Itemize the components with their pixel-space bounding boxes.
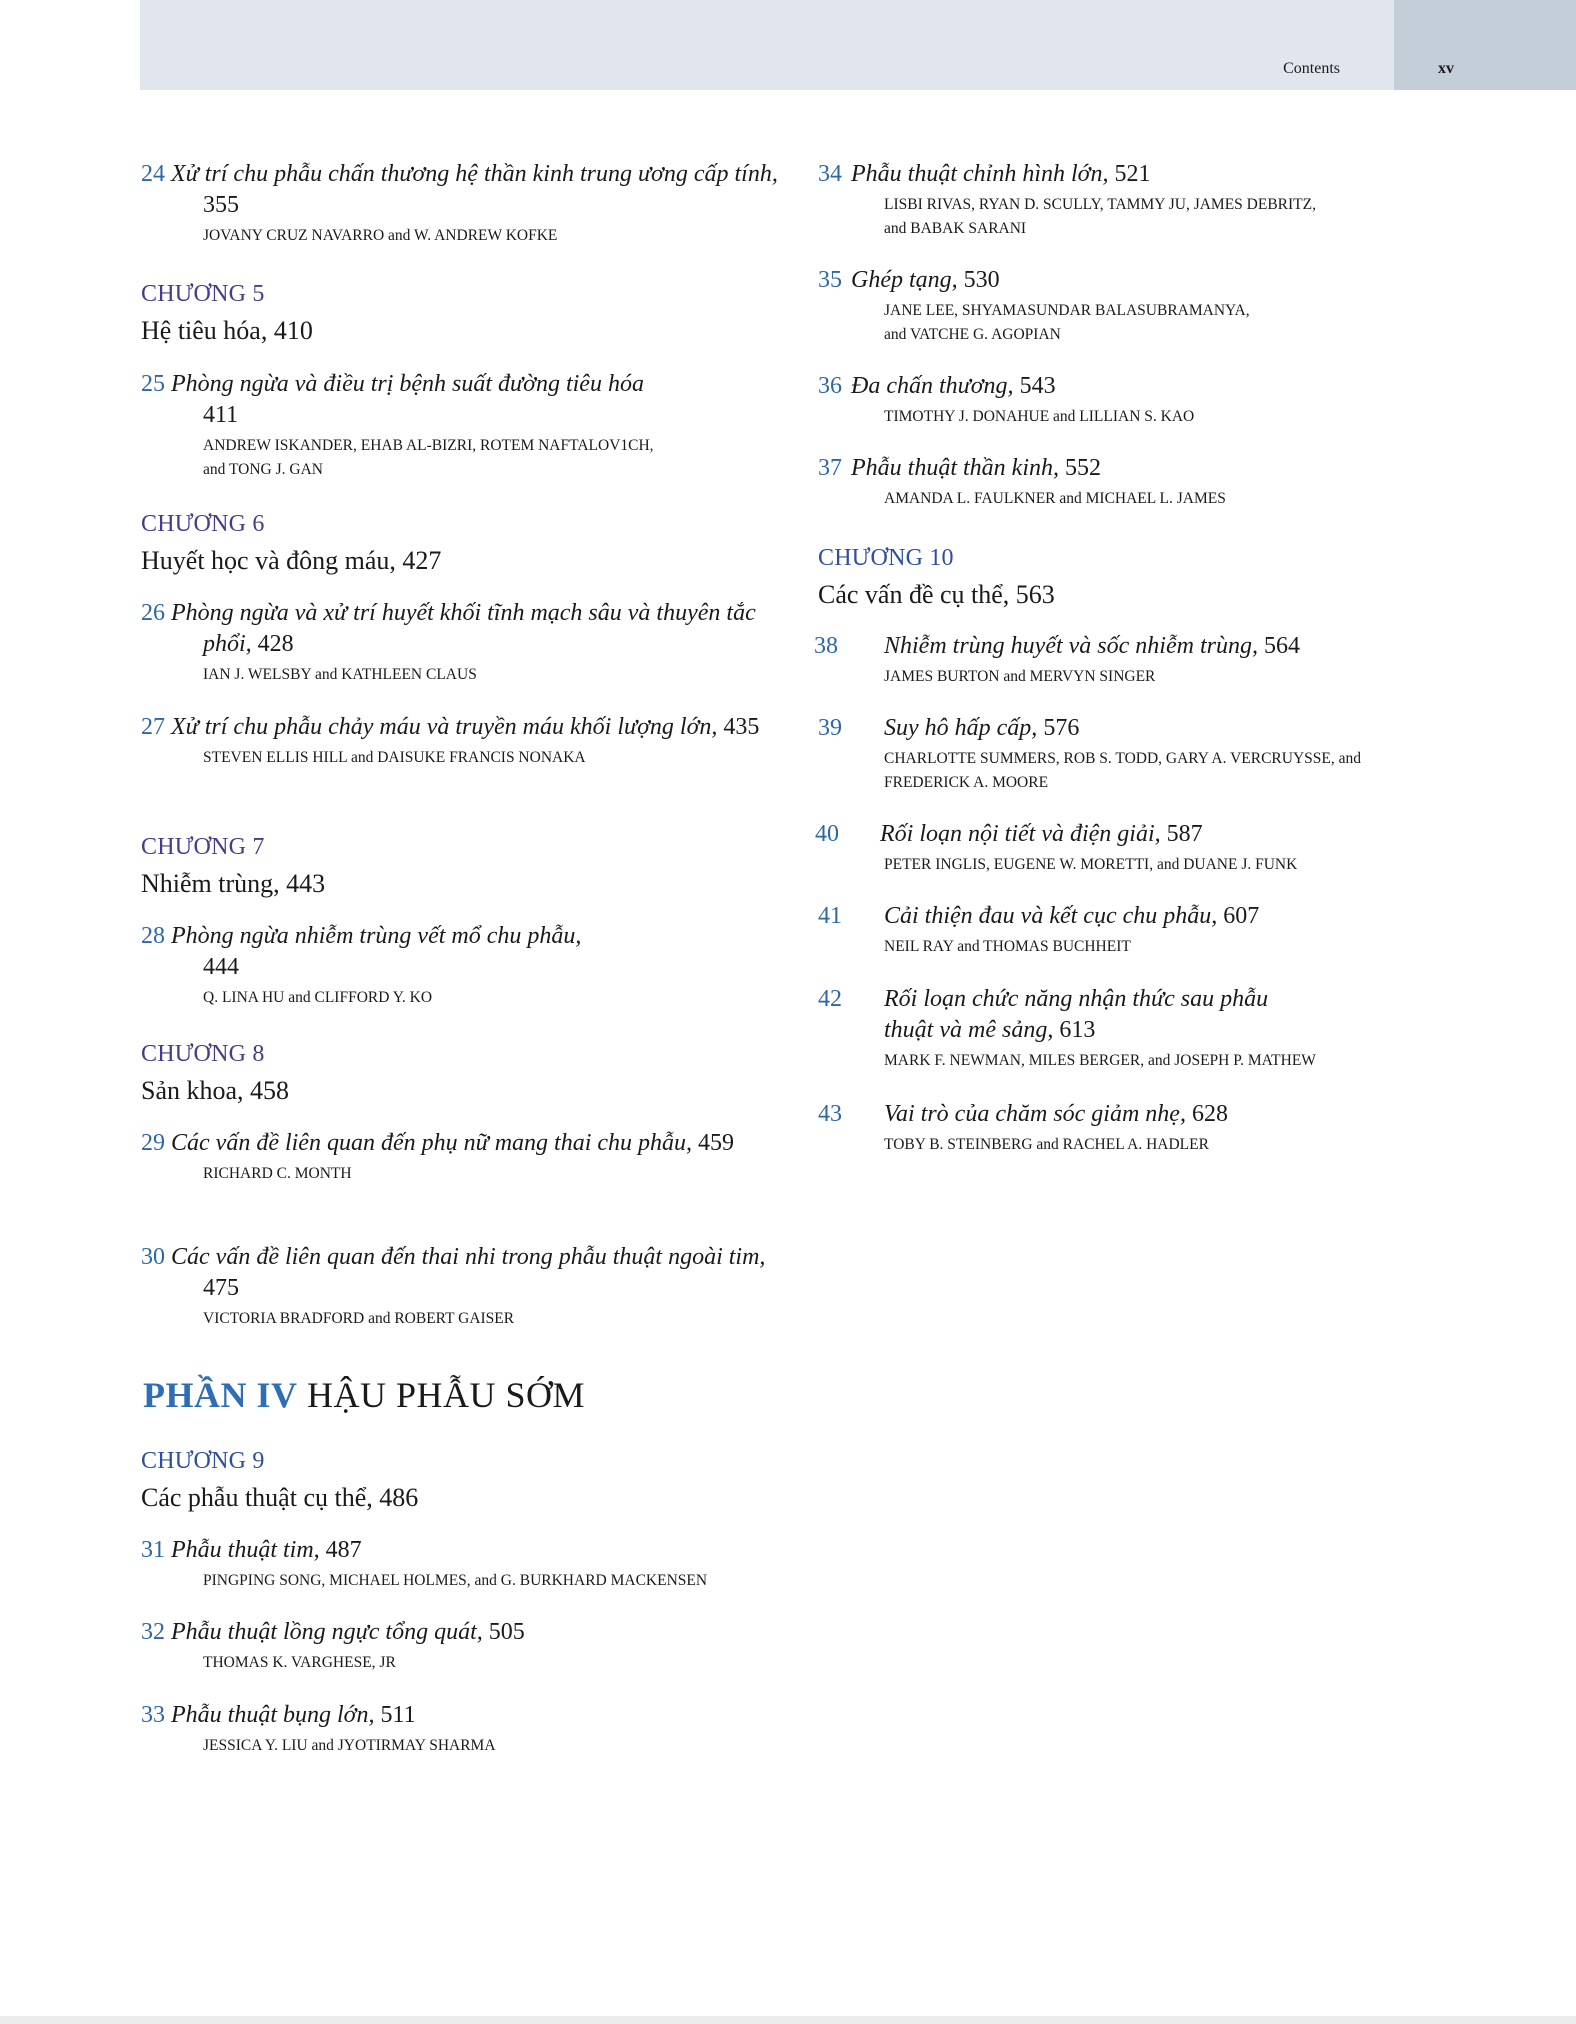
entry-title xyxy=(141,1535,781,1566)
entry-page: 487 xyxy=(319,1537,362,1563)
entry-title xyxy=(141,1128,781,1159)
entry-title xyxy=(851,453,1438,484)
entry-authors: AMANDA L. FAULKNER and MICHAEL L. JAMES xyxy=(884,490,1226,507)
chapter-title-10[interactable]: Các vấn đề cụ thể, 563 xyxy=(818,580,1055,609)
entry-page: 530 xyxy=(957,267,1000,293)
toc-entry-38[interactable] xyxy=(814,631,1438,689)
entry-authors-line-1: JANE LEE, SHYAMASUNDAR BALASUBRAMANYA, xyxy=(884,302,1250,319)
entry-authors: IAN J. WELSBY and KATHLEEN CLAUS xyxy=(203,666,477,683)
entry-authors: JAMES BURTON and MERVYN SINGER xyxy=(884,668,1156,685)
entry-authors-line-1: LISBI RIVAS, RYAN D. SCULLY, TAMMY JU, JAMES DEBRITZ, xyxy=(884,196,1316,213)
entry-title xyxy=(141,1617,781,1648)
toc-entry-31[interactable] xyxy=(141,1535,781,1593)
entry-title-text: Rối loạn nội tiết và điện giải, xyxy=(880,821,1161,847)
entry-authors: PINGPING SONG, MICHAEL HOLMES, and G. BURKHARD MACKENSEN xyxy=(203,1572,708,1589)
entry-page: 613 xyxy=(1053,1017,1096,1043)
toc-entry-43[interactable] xyxy=(818,1099,1438,1157)
entry-authors: Q. LINA HU and CLIFFORD Y. KO xyxy=(203,989,433,1006)
entry-authors: THOMAS K. VARGHESE, JR xyxy=(203,1654,396,1671)
entry-number: 40 xyxy=(815,821,839,847)
entry-page: 435 xyxy=(717,714,760,740)
entry-title xyxy=(851,265,1438,296)
chapter-label-9: CHƯƠNG 9 xyxy=(141,1448,265,1474)
entry-title xyxy=(141,369,781,431)
toc-entry-25[interactable] xyxy=(141,369,781,482)
entry-title xyxy=(884,901,1438,932)
entry-page: 587 xyxy=(1160,821,1203,847)
entry-page: 576 xyxy=(1037,715,1080,741)
entry-authors: JOVANY CRUZ NAVARRO and W. ANDREW KOFKE xyxy=(203,227,558,244)
entry-title-text: Phẫu thuật tim, xyxy=(171,1537,320,1563)
entry-number: 35 xyxy=(818,267,842,293)
entry-title xyxy=(880,819,1438,850)
entry-page: 543 xyxy=(1013,373,1056,399)
entry-title-text: Phẫu thuật chỉnh hình lớn, xyxy=(851,161,1109,187)
entry-title-text: Ghép tạng, xyxy=(851,267,958,293)
entry-title-text: Xử trí chu phẫu chảy máu và truyền máu khối lượng lớn, xyxy=(171,714,718,740)
entry-authors xyxy=(884,193,1438,241)
entry-title-text: Phòng ngừa và điều trị bệnh suất đường tiêu hóa xyxy=(171,371,644,397)
toc-entry-40[interactable] xyxy=(815,819,1438,877)
chapter-title-8[interactable]: Sản khoa, 458 xyxy=(141,1076,290,1105)
entry-authors: TOBY B. STEINBERG and RACHEL A. HADLER xyxy=(884,1136,1209,1153)
entry-page: 505 xyxy=(482,1619,525,1645)
entry-title-text: Suy hô hấp cấp, xyxy=(884,715,1038,741)
entry-title xyxy=(141,598,781,660)
entry-page: 444 xyxy=(203,954,239,980)
chapter-title-5[interactable]: Hệ tiêu hóa, 410 xyxy=(141,316,313,345)
entry-number: 32 xyxy=(141,1619,165,1645)
entry-title xyxy=(141,159,781,221)
toc-entry-39[interactable] xyxy=(818,713,1438,795)
toc-entry-37[interactable] xyxy=(818,453,1438,511)
entry-authors: RICHARD C. MONTH xyxy=(203,1165,352,1182)
entry-authors-line-2: FREDERICK A. MOORE xyxy=(884,774,1049,791)
entry-authors-line-1: CHARLOTTE SUMMERS, ROB S. TODD, GARY A. VERCRUYSSE, and xyxy=(884,750,1361,767)
entry-number: 34 xyxy=(818,161,842,187)
entry-page: 459 xyxy=(692,1130,735,1156)
entry-page: 355 xyxy=(203,192,239,218)
entry-authors-line-2: and TONG J. GAN xyxy=(203,461,323,478)
entry-authors xyxy=(141,434,781,482)
entry-number: 27 xyxy=(141,714,165,740)
entry-authors xyxy=(884,299,1438,347)
toc-entry-24[interactable] xyxy=(141,159,781,248)
entry-title-text: Phẫu thuật lồng ngực tổng quát, xyxy=(171,1619,483,1645)
toc-entry-26[interactable] xyxy=(141,598,781,687)
toc-entry-30[interactable] xyxy=(141,1242,781,1331)
toc-entry-29[interactable] xyxy=(141,1128,781,1186)
chapter-title-7[interactable]: Nhiễm trùng, 443 xyxy=(141,869,326,898)
entry-title xyxy=(851,159,1438,190)
chapter-title-9[interactable]: Các phẫu thuật cụ thể, 486 xyxy=(141,1483,419,1512)
entry-title xyxy=(141,1700,781,1731)
entry-authors: MARK F. NEWMAN, MILES BERGER, and JOSEPH P. MATHEW xyxy=(884,1052,1316,1069)
entry-title xyxy=(884,713,1438,744)
entry-authors: VICTORIA BRADFORD and ROBERT GAISER xyxy=(203,1310,515,1327)
entry-number: 24 xyxy=(141,161,165,187)
entry-number: 28 xyxy=(141,923,165,949)
entry-title xyxy=(884,984,1438,1046)
entry-number: 31 xyxy=(141,1537,165,1563)
entry-number: 30 xyxy=(141,1244,165,1270)
entry-page: 628 xyxy=(1185,1101,1228,1127)
entry-authors: JESSICA Y. LIU and JYOTIRMAY SHARMA xyxy=(203,1737,496,1754)
chapter-title-6[interactable]: Huyết học và đông máu, 427 xyxy=(141,546,442,575)
toc-entry-33[interactable] xyxy=(141,1700,781,1758)
toc-entry-32[interactable] xyxy=(141,1617,781,1675)
entry-page: 521 xyxy=(1108,161,1151,187)
entry-page: 607 xyxy=(1217,903,1260,929)
toc-entry-27[interactable] xyxy=(141,712,781,770)
entry-page: 511 xyxy=(374,1702,416,1728)
entry-title xyxy=(884,1099,1438,1130)
entry-number: 26 xyxy=(141,600,165,626)
entry-title-text: Phòng ngừa và xử trí huyết khối tĩnh mạch sâu và thuyên tắc phổi, xyxy=(171,600,756,657)
part-title: HẬU PHẪU SỚM xyxy=(307,1375,586,1415)
running-title: Contents xyxy=(1283,60,1340,77)
entry-title-line-2: thuật và mê sảng, xyxy=(884,1017,1054,1043)
toc-entry-42[interactable] xyxy=(818,984,1438,1073)
entry-title-text: Các vấn đề liên quan đến thai nhi trong phẫu thuật ngoài tim, xyxy=(171,1244,766,1270)
entry-page: 564 xyxy=(1257,633,1300,659)
entry-title-text: Vai trò của chăm sóc giảm nhẹ, xyxy=(884,1101,1186,1127)
entry-title xyxy=(141,921,781,983)
entry-authors: NEIL RAY and THOMAS BUCHHEIT xyxy=(884,938,1131,955)
entry-title-line-1: Rối loạn chức năng nhận thức sau phẫu xyxy=(884,986,1269,1012)
entry-title-text: Phẫu thuật thần kinh, xyxy=(851,455,1059,481)
entry-title-text: Các vấn đề liên quan đến phụ nữ mang thai chu phẫu, xyxy=(171,1130,693,1156)
entry-authors-line-2: and VATCHE G. AGOPIAN xyxy=(884,326,1061,343)
chapter-label-10: CHƯƠNG 10 xyxy=(818,545,954,571)
entry-title-text: Đa chấn thương, xyxy=(851,373,1014,399)
entry-title xyxy=(141,712,781,743)
entry-number: 43 xyxy=(818,1101,842,1127)
entry-number: 29 xyxy=(141,1130,165,1156)
chapter-label-8: CHƯƠNG 8 xyxy=(141,1041,265,1067)
part-number: PHẦN IV xyxy=(143,1375,298,1415)
page-bottom-edge xyxy=(0,2016,1576,2024)
entry-authors-line-1: ANDREW ISKANDER, EHAB AL-BIZRI, ROTEM NAFTALOV1CH, xyxy=(203,437,654,454)
toc-entry-35[interactable] xyxy=(818,265,1438,347)
header-bar xyxy=(140,0,1394,90)
entry-title-text: Xử trí chu phẫu chấn thương hệ thần kinh trung ương cấp tính, xyxy=(171,161,778,187)
chapter-label-5: CHƯƠNG 5 xyxy=(141,281,265,307)
entry-number: 37 xyxy=(818,455,842,481)
part-heading[interactable] xyxy=(143,1374,585,1416)
toc-entry-28[interactable] xyxy=(141,921,781,1010)
entry-page: 411 xyxy=(203,402,239,428)
entry-number: 36 xyxy=(818,373,842,399)
entry-authors: PETER INGLIS, EUGENE W. MORETTI, and DUANE J. FUNK xyxy=(884,856,1298,873)
entry-title-text: Phẫu thuật bụng lớn, xyxy=(171,1702,375,1728)
toc-entry-36[interactable] xyxy=(818,371,1438,429)
entry-authors: STEVEN ELLIS HILL and DAISUKE FRANCIS NONAKA xyxy=(203,749,586,766)
entry-title xyxy=(884,631,1438,662)
entry-title-text: Cải thiện đau và kết cục chu phẫu, xyxy=(884,903,1218,929)
entry-page: 428 xyxy=(251,631,294,657)
entry-title-text: Nhiễm trùng huyết và sốc nhiễm trùng, xyxy=(884,633,1258,659)
entry-title-text: Phòng ngừa nhiễm trùng vết mổ chu phẫu, xyxy=(171,923,582,949)
entry-number: 33 xyxy=(141,1702,165,1728)
page-number: xv xyxy=(1438,60,1454,77)
toc-entry-41[interactable] xyxy=(818,901,1438,959)
entry-title xyxy=(141,1242,781,1304)
entry-number: 42 xyxy=(818,986,842,1012)
entry-page: 552 xyxy=(1058,455,1101,481)
entry-title xyxy=(851,371,1438,402)
entry-authors: TIMOTHY J. DONAHUE and LILLIAN S. KAO xyxy=(884,408,1195,425)
entry-number: 38 xyxy=(814,633,838,659)
entry-number: 39 xyxy=(818,715,842,741)
entry-number: 25 xyxy=(141,371,165,397)
entry-page: 475 xyxy=(203,1275,239,1301)
entry-authors xyxy=(884,747,1438,795)
entry-authors-line-2: and BABAK SARANI xyxy=(884,220,1027,237)
chapter-label-6: CHƯƠNG 6 xyxy=(141,511,265,537)
toc-entry-34[interactable] xyxy=(818,159,1438,241)
entry-number: 41 xyxy=(818,903,842,929)
chapter-label-7: CHƯƠNG 7 xyxy=(141,834,265,860)
